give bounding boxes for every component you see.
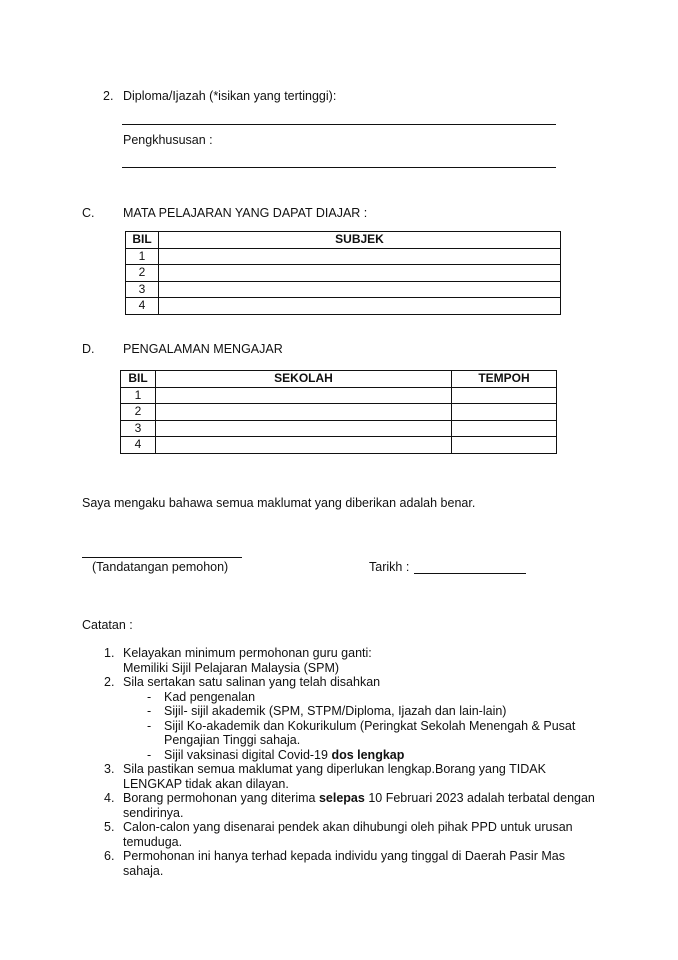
experience-table	[120, 370, 557, 454]
duration-cell[interactable]	[452, 387, 557, 404]
row-number: 4	[121, 437, 156, 454]
table-row	[121, 387, 557, 404]
subjects-table	[125, 231, 561, 315]
table-row	[126, 281, 561, 298]
row-number: 1	[121, 387, 156, 404]
note-text: Memiliki Sijil Pelajaran Malaysia (SPM)	[123, 660, 340, 675]
note-text: Sila sertakan satu salinan yang telah disahkan	[123, 675, 381, 689]
row-number: 1	[126, 248, 159, 265]
note-number: 3.	[104, 762, 115, 776]
row-number: 2	[121, 404, 156, 421]
note-text: Permohonan ini hanya terhad kepada individu yang tinggal di Daerah Pasir Mas	[123, 849, 565, 863]
signature-label: (Tandatangan pemohon)	[92, 560, 229, 574]
note-text: Calon-calon yang disenarai pendek akan dihubungi oleh pihak PPD untuk urusan	[123, 820, 573, 834]
school-cell[interactable]	[156, 387, 452, 404]
section-d-letter: D.	[82, 342, 95, 356]
diploma-input-line[interactable]	[122, 124, 556, 125]
duration-cell[interactable]	[452, 420, 557, 437]
bullet-text: Sijil Ko-akademik dan Kokurikulum (Peringkat Sekolah Menengah & Pusat	[164, 718, 576, 733]
note-number: 4.	[104, 791, 115, 805]
specialization-input-line[interactable]	[122, 167, 556, 168]
signature-line[interactable]	[82, 557, 242, 558]
duration-cell[interactable]	[452, 437, 557, 454]
note-text-part: Borang permohonan yang diterima	[123, 791, 319, 805]
col-header-bil: BIL	[126, 232, 159, 249]
bullet-dash: -	[147, 704, 152, 718]
school-cell[interactable]	[156, 404, 452, 421]
col-header-bil: BIL	[121, 371, 156, 388]
col-header-subjek: SUBJEK	[159, 232, 561, 249]
section-c-title: MATA PELAJARAN YANG DAPAT DIAJAR :	[123, 206, 368, 220]
note-text: sendirinya.	[123, 805, 184, 820]
bullet-dash: -	[147, 689, 152, 704]
date-input-line[interactable]	[414, 573, 526, 574]
table-row	[121, 420, 557, 437]
note-text	[123, 791, 595, 806]
bullet-text: Pengajian Tinggi sahaja.	[164, 733, 301, 747]
col-header-tempoh: TEMPOH	[452, 371, 557, 388]
note-text: sahaja.	[123, 863, 164, 878]
bullet-text-regular: Sijil vaksinasi digital Covid-19	[164, 747, 332, 762]
section-c-letter: C.	[82, 206, 95, 220]
note-text: Kelayakan minimum permohonan guru ganti:	[123, 646, 372, 660]
bullet-dash: -	[147, 747, 152, 762]
bullet-text	[164, 748, 404, 763]
col-header-sekolah: SEKOLAH	[156, 371, 452, 388]
table-row	[126, 298, 561, 315]
note-number: 5.	[104, 820, 115, 834]
specialization-label: Pengkhususan :	[123, 133, 213, 147]
note-text: temuduga.	[123, 834, 183, 849]
section-d-title: PENGALAMAN MENGAJAR	[123, 342, 283, 356]
date-label: Tarikh :	[369, 560, 410, 574]
bullet-dash: -	[147, 718, 152, 733]
school-cell[interactable]	[156, 420, 452, 437]
duration-cell[interactable]	[452, 404, 557, 421]
table-row	[126, 248, 561, 265]
note-text: Sila pastikan semua maklumat yang diperlukan lengkap.Borang yang TIDAK	[123, 762, 546, 776]
diploma-label: Diploma/Ijazah (*isikan yang tertinggi):	[123, 89, 337, 103]
note-number: 2.	[104, 675, 115, 689]
table-row	[121, 437, 557, 454]
subject-cell[interactable]	[159, 265, 561, 282]
note-text-part: 10 Februari 2023 adalah terbatal dengan	[364, 791, 595, 805]
notes-title: Catatan :	[82, 618, 133, 632]
note-number: 1.	[104, 646, 115, 660]
declaration-text: Saya mengaku bahawa semua maklumat yang diberikan adalah benar.	[82, 496, 476, 510]
bullet-text-bold: dos lengkap	[331, 747, 405, 762]
row-number: 2	[126, 265, 159, 282]
subject-cell[interactable]	[159, 281, 561, 298]
item-number: 2.	[103, 89, 114, 103]
school-cell[interactable]	[156, 437, 452, 454]
note-number: 6.	[104, 849, 115, 863]
subject-cell[interactable]	[159, 248, 561, 265]
subject-cell[interactable]	[159, 298, 561, 315]
row-number: 4	[126, 298, 159, 315]
table-row	[126, 265, 561, 282]
table-row	[121, 404, 557, 421]
row-number: 3	[121, 420, 156, 437]
note-text: LENGKAP tidak akan dilayan.	[123, 776, 289, 791]
bullet-text: Sijil- sijil akademik (SPM, STPM/Diploma, Ijazah dan lain-lain)	[164, 704, 507, 718]
row-number: 3	[126, 281, 159, 298]
bullet-text: Kad pengenalan	[164, 689, 256, 704]
note-text-bold: selepas	[318, 791, 365, 805]
